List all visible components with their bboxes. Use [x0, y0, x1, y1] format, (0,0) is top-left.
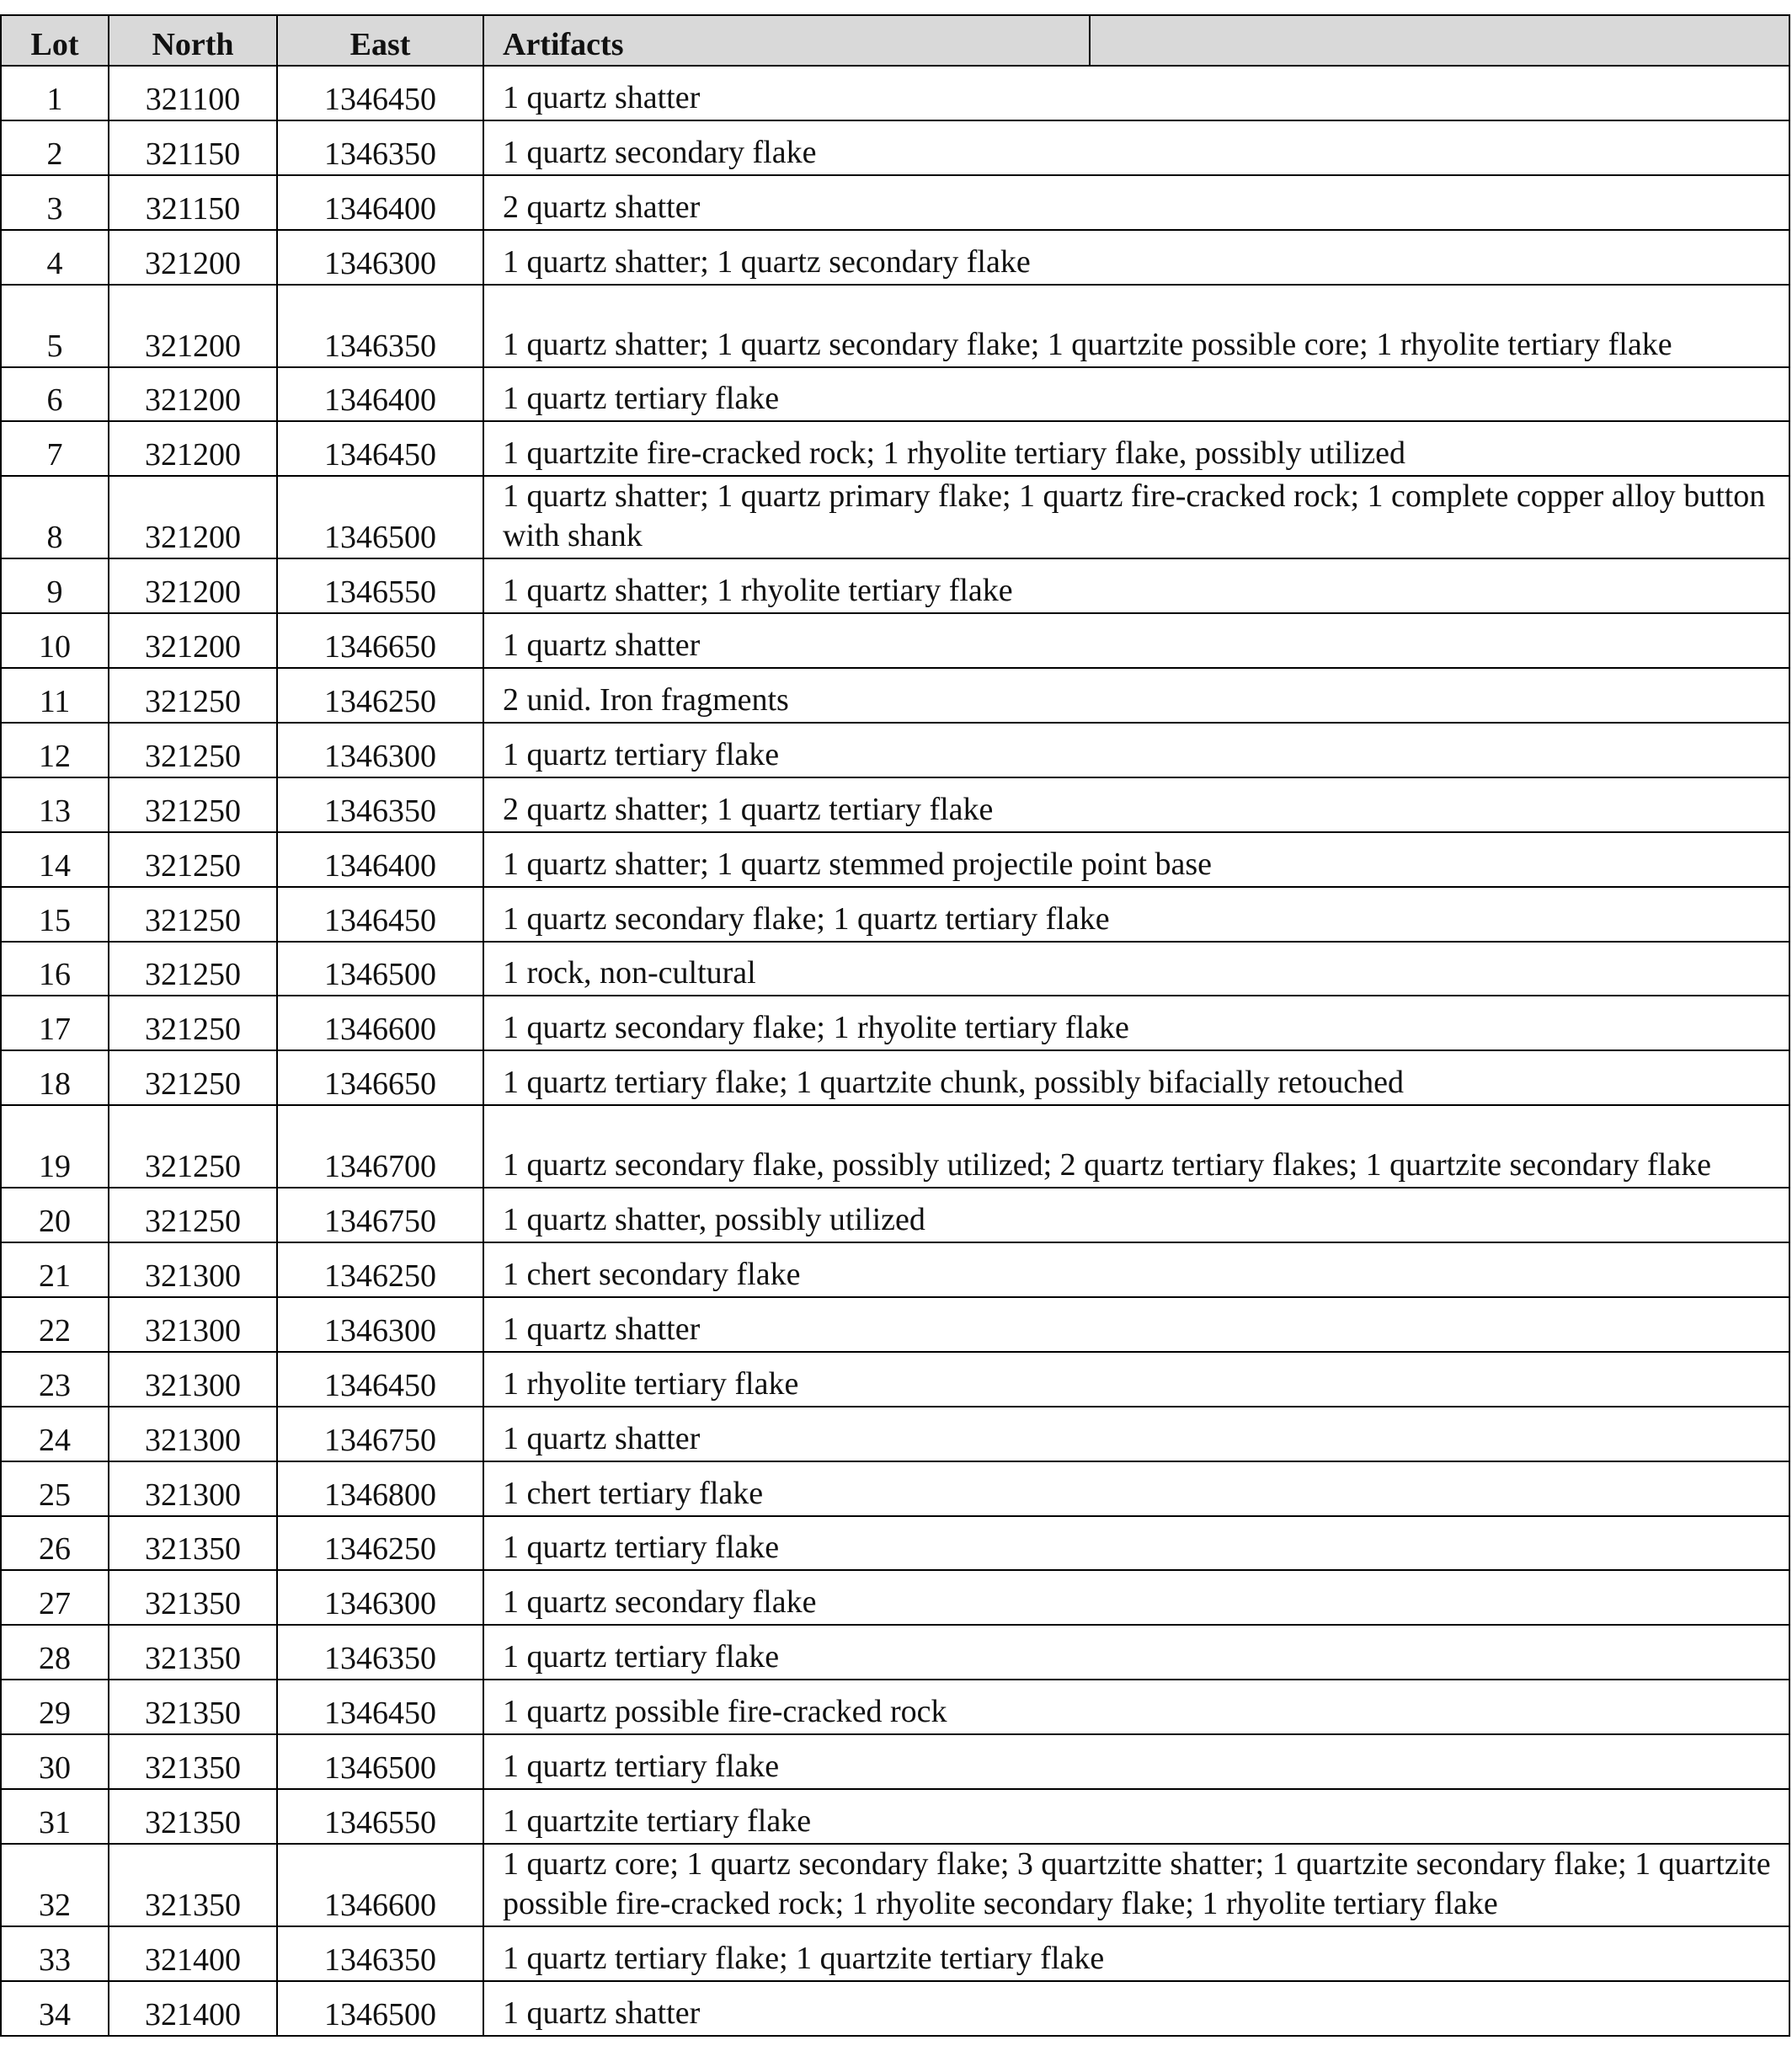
- artifacts-cell: 1 quartz tertiary flake: [483, 1625, 1789, 1680]
- north-cell: 321200: [109, 558, 277, 613]
- table-row: [1, 1188, 1789, 1242]
- artifact-table: [0, 14, 1790, 2037]
- lot-cell: 27: [1, 1570, 109, 1625]
- east-cell: 1346450: [277, 421, 483, 476]
- artifacts-cell: 1 quartz shatter: [483, 1407, 1789, 1461]
- artifacts-cell: 1 chert secondary flake: [483, 1242, 1789, 1297]
- north-cell: 321250: [109, 942, 277, 996]
- artifacts-cell: 1 quartz secondary flake; 1 quartz tertiary flake: [483, 887, 1789, 942]
- table-row: [1, 996, 1789, 1050]
- lot-cell: 4: [1, 230, 109, 285]
- table-row: [1, 1105, 1789, 1188]
- table-row: [1, 66, 1789, 120]
- artifacts-cell: 1 rock, non-cultural: [483, 942, 1789, 996]
- artifacts-cell: 1 quartz secondary flake: [483, 120, 1789, 175]
- lot-cell: 28: [1, 1625, 109, 1680]
- artifacts-cell: 1 quartz shatter; 1 quartz secondary flake: [483, 230, 1789, 285]
- lot-cell: 12: [1, 723, 109, 777]
- north-cell: 321300: [109, 1407, 277, 1461]
- table-row: [1, 1516, 1789, 1571]
- artifacts-cell: 1 quartz shatter: [483, 1297, 1789, 1352]
- north-cell: 321250: [109, 996, 277, 1050]
- east-cell: 1346750: [277, 1407, 483, 1461]
- north-cell: 321300: [109, 1297, 277, 1352]
- artifacts-cell: 1 quartz tertiary flake: [483, 1516, 1789, 1571]
- north-cell: 321350: [109, 1570, 277, 1625]
- artifacts-cell: 1 quartz shatter: [483, 613, 1789, 668]
- artifacts-cell: 1 quartz shatter: [483, 66, 1789, 120]
- north-cell: 321300: [109, 1461, 277, 1516]
- table-row: [1, 476, 1789, 558]
- table-row: [1, 1680, 1789, 1734]
- east-cell: 1346500: [277, 1981, 483, 2036]
- lot-cell: 7: [1, 421, 109, 476]
- table-row: [1, 777, 1789, 832]
- lot-cell: 24: [1, 1407, 109, 1461]
- north-cell: 321250: [109, 723, 277, 777]
- north-cell: 321300: [109, 1352, 277, 1407]
- east-cell: 1346350: [277, 1926, 483, 1981]
- east-cell: 1346250: [277, 1242, 483, 1297]
- north-cell: 321150: [109, 120, 277, 175]
- table-row: [1, 1297, 1789, 1352]
- artifacts-cell: 2 quartz shatter: [483, 175, 1789, 230]
- east-cell: 1346650: [277, 613, 483, 668]
- artifacts-cell: 2 unid. Iron fragments: [483, 668, 1789, 723]
- artifacts-cell: 1 quartz core; 1 quartz secondary flake; 3 quartzitte shatter; 1 quartzite secondary flake; 1 quartzite possible fire-cracked rock; 1 rhyolite secondary flake; 1 rhyolite tertiary flake: [483, 1844, 1789, 1926]
- table-row: [1, 1050, 1789, 1105]
- east-cell: 1346400: [277, 367, 483, 422]
- table-row: [1, 1570, 1789, 1625]
- lot-cell: 3: [1, 175, 109, 230]
- east-cell: 1346350: [277, 120, 483, 175]
- east-cell: 1346400: [277, 175, 483, 230]
- north-cell: 321400: [109, 1926, 277, 1981]
- east-cell: 1346350: [277, 285, 483, 367]
- artifacts-cell: 1 quartzite tertiary flake: [483, 1789, 1789, 1844]
- north-cell: 321350: [109, 1844, 277, 1926]
- east-cell: 1346750: [277, 1188, 483, 1242]
- table-row: [1, 613, 1789, 668]
- north-cell: 321200: [109, 285, 277, 367]
- east-cell: 1346300: [277, 1297, 483, 1352]
- table-row: [1, 1352, 1789, 1407]
- north-cell: 321200: [109, 421, 277, 476]
- east-cell: 1346250: [277, 1516, 483, 1571]
- table-row: [1, 1461, 1789, 1516]
- artifacts-cell: 1 quartzite fire-cracked rock; 1 rhyolite tertiary flake, possibly utilized: [483, 421, 1789, 476]
- table-row: [1, 1926, 1789, 1981]
- east-cell: 1346350: [277, 1625, 483, 1680]
- lot-cell: 6: [1, 367, 109, 422]
- north-cell: 321200: [109, 613, 277, 668]
- artifacts-cell: 1 quartz secondary flake, possibly utilized; 2 quartz tertiary flakes; 1 quartzite secondary flake: [483, 1105, 1789, 1188]
- lot-cell: 33: [1, 1926, 109, 1981]
- lot-cell: 8: [1, 476, 109, 558]
- artifacts-cell: 1 quartz shatter; 1 quartz secondary flake; 1 quartzite possible core; 1 rhyolite tertiary flake: [483, 285, 1789, 367]
- lot-cell: 29: [1, 1680, 109, 1734]
- north-cell: 321250: [109, 1050, 277, 1105]
- table-header-row: [1, 15, 1789, 66]
- column-header-artifacts: Artifacts: [483, 15, 1090, 66]
- table-row: [1, 120, 1789, 175]
- east-cell: 1346350: [277, 777, 483, 832]
- artifacts-cell: 1 quartz shatter: [483, 1981, 1789, 2036]
- lot-cell: 25: [1, 1461, 109, 1516]
- lot-cell: 15: [1, 887, 109, 942]
- table-row: [1, 1981, 1789, 2036]
- north-cell: 321250: [109, 777, 277, 832]
- table-row: [1, 367, 1789, 422]
- north-cell: 321350: [109, 1625, 277, 1680]
- lot-cell: 17: [1, 996, 109, 1050]
- lot-cell: 22: [1, 1297, 109, 1352]
- east-cell: 1346450: [277, 1680, 483, 1734]
- artifacts-cell: 1 quartz shatter, possibly utilized: [483, 1188, 1789, 1242]
- table-row: [1, 1242, 1789, 1297]
- north-cell: 321250: [109, 832, 277, 887]
- column-header-lot: Lot: [1, 15, 109, 66]
- lot-cell: 30: [1, 1734, 109, 1789]
- table-row: [1, 723, 1789, 777]
- east-cell: 1346300: [277, 723, 483, 777]
- east-cell: 1346250: [277, 668, 483, 723]
- east-cell: 1346450: [277, 66, 483, 120]
- artifacts-cell: 1 quartz secondary flake: [483, 1570, 1789, 1625]
- lot-cell: 16: [1, 942, 109, 996]
- table-row: [1, 1734, 1789, 1789]
- lot-cell: 23: [1, 1352, 109, 1407]
- lot-cell: 11: [1, 668, 109, 723]
- east-cell: 1346800: [277, 1461, 483, 1516]
- lot-cell: 32: [1, 1844, 109, 1926]
- north-cell: 321300: [109, 1242, 277, 1297]
- lot-cell: 31: [1, 1789, 109, 1844]
- table-row: [1, 558, 1789, 613]
- north-cell: 321200: [109, 230, 277, 285]
- east-cell: 1346500: [277, 942, 483, 996]
- table-row: [1, 230, 1789, 285]
- north-cell: 321100: [109, 66, 277, 120]
- lot-cell: 5: [1, 285, 109, 367]
- east-cell: 1346300: [277, 1570, 483, 1625]
- table-row: [1, 1407, 1789, 1461]
- table-row: [1, 887, 1789, 942]
- table-row: [1, 1625, 1789, 1680]
- lot-cell: 13: [1, 777, 109, 832]
- table-row: [1, 668, 1789, 723]
- table-row: [1, 421, 1789, 476]
- column-header-east: East: [277, 15, 483, 66]
- east-cell: 1346650: [277, 1050, 483, 1105]
- east-cell: 1346400: [277, 832, 483, 887]
- lot-cell: 2: [1, 120, 109, 175]
- north-cell: 321150: [109, 175, 277, 230]
- lot-cell: 19: [1, 1105, 109, 1188]
- artifacts-cell: 1 quartz tertiary flake: [483, 367, 1789, 422]
- artifacts-cell: 1 rhyolite tertiary flake: [483, 1352, 1789, 1407]
- north-cell: 321350: [109, 1734, 277, 1789]
- table-row: [1, 942, 1789, 996]
- artifacts-cell: 1 quartz secondary flake; 1 rhyolite tertiary flake: [483, 996, 1789, 1050]
- north-cell: 321350: [109, 1680, 277, 1734]
- artifacts-cell: 1 chert tertiary flake: [483, 1461, 1789, 1516]
- east-cell: 1346500: [277, 1734, 483, 1789]
- artifacts-cell: 1 quartz tertiary flake; 1 quartzite tertiary flake: [483, 1926, 1789, 1981]
- lot-cell: 26: [1, 1516, 109, 1571]
- lot-cell: 1: [1, 66, 109, 120]
- north-cell: 321250: [109, 1105, 277, 1188]
- north-cell: 321400: [109, 1981, 277, 2036]
- north-cell: 321350: [109, 1789, 277, 1844]
- north-cell: 321200: [109, 476, 277, 558]
- lot-cell: 21: [1, 1242, 109, 1297]
- lot-cell: 18: [1, 1050, 109, 1105]
- artifacts-cell: 1 quartz tertiary flake: [483, 1734, 1789, 1789]
- artifacts-cell: 1 quartz possible fire-cracked rock: [483, 1680, 1789, 1734]
- north-cell: 321250: [109, 887, 277, 942]
- north-cell: 321250: [109, 668, 277, 723]
- east-cell: 1346300: [277, 230, 483, 285]
- east-cell: 1346450: [277, 887, 483, 942]
- east-cell: 1346450: [277, 1352, 483, 1407]
- artifacts-cell: 1 quartz shatter; 1 rhyolite tertiary flake: [483, 558, 1789, 613]
- table-body: [1, 66, 1789, 2036]
- east-cell: 1346600: [277, 996, 483, 1050]
- east-cell: 1346500: [277, 476, 483, 558]
- table-row: [1, 1789, 1789, 1844]
- lot-cell: 20: [1, 1188, 109, 1242]
- lot-cell: 10: [1, 613, 109, 668]
- lot-cell: 9: [1, 558, 109, 613]
- artifacts-cell: 1 quartz tertiary flake; 1 quartzite chunk, possibly bifacially retouched: [483, 1050, 1789, 1105]
- lot-cell: 14: [1, 832, 109, 887]
- column-header-blank: [1090, 15, 1789, 66]
- table-row: [1, 285, 1789, 367]
- table-row: [1, 832, 1789, 887]
- east-cell: 1346700: [277, 1105, 483, 1188]
- north-cell: 321200: [109, 367, 277, 422]
- east-cell: 1346550: [277, 1789, 483, 1844]
- east-cell: 1346600: [277, 1844, 483, 1926]
- artifacts-cell: 1 quartz shatter; 1 quartz primary flake; 1 quartz fire-cracked rock; 1 complete copper alloy button with shank: [483, 476, 1789, 558]
- table-row: [1, 175, 1789, 230]
- artifacts-cell: 1 quartz tertiary flake: [483, 723, 1789, 777]
- east-cell: 1346550: [277, 558, 483, 613]
- north-cell: 321350: [109, 1516, 277, 1571]
- artifacts-cell: 2 quartz shatter; 1 quartz tertiary flake: [483, 777, 1789, 832]
- table-row: [1, 1844, 1789, 1926]
- artifacts-cell: 1 quartz shatter; 1 quartz stemmed projectile point base: [483, 832, 1789, 887]
- column-header-north: North: [109, 15, 277, 66]
- north-cell: 321250: [109, 1188, 277, 1242]
- lot-cell: 34: [1, 1981, 109, 2036]
